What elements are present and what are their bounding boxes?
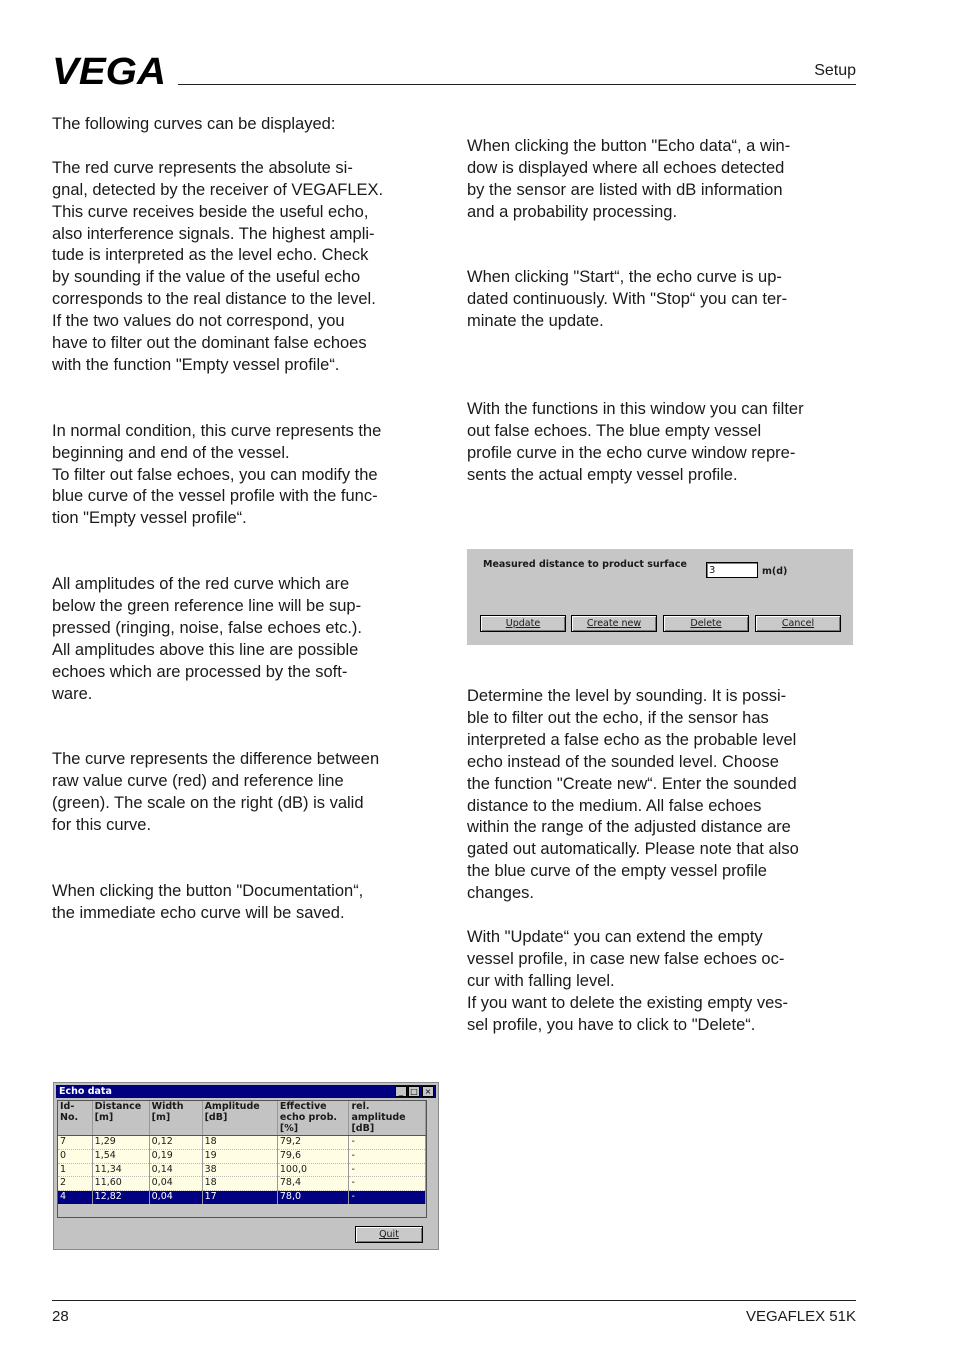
column-header: Amplitude [dB] xyxy=(202,1101,277,1136)
table-cell: 78,4 xyxy=(277,1177,349,1191)
table-row[interactable] xyxy=(58,1163,426,1177)
text-line xyxy=(467,355,857,377)
table-cell: 18 xyxy=(202,1136,277,1150)
text-line: dated continuously. With "Stop“ you can ter- xyxy=(467,290,788,309)
text-line: When clicking the button "Documentation“, xyxy=(52,881,364,900)
text-line: ware. xyxy=(52,684,93,703)
table-cell: 4 xyxy=(58,1191,92,1205)
product-name: VEGAFLEX 51K xyxy=(745,1308,856,1325)
text-line: With "Update“ you can extend the empty xyxy=(467,927,763,946)
text-line: corresponds to the real distance to the level. xyxy=(52,290,376,309)
table-cell: 100,0 xyxy=(277,1163,349,1177)
text-line: All amplitudes above this line are possible xyxy=(52,640,359,659)
text-line: have to filter out the dominant false echoes xyxy=(52,334,367,353)
delete-button[interactable]: Delete xyxy=(663,615,749,632)
table-cell: - xyxy=(349,1149,426,1163)
table-cell: - xyxy=(349,1191,426,1205)
text-line: All amplitudes of the red curve which are xyxy=(52,575,350,594)
text-line xyxy=(467,333,857,355)
title-bar xyxy=(56,1085,436,1098)
table-cell: 1,54 xyxy=(92,1149,149,1163)
table-cell: - xyxy=(349,1136,426,1150)
text-line: the immediate echo curve will be saved. xyxy=(52,903,345,922)
text-line: When clicking the button "Echo data“, a win- xyxy=(467,137,791,155)
text-line: The curve represents the difference between xyxy=(52,750,380,769)
text-line: echoes which are processed by the soft- xyxy=(52,662,348,681)
vega-logo xyxy=(52,54,168,86)
header-rule xyxy=(178,84,856,85)
table-row[interactable] xyxy=(58,1191,426,1205)
table-row[interactable] xyxy=(58,1136,426,1150)
minimize-icon[interactable]: _ xyxy=(395,1086,407,1097)
text-line: pressed (ringing, noise, false echoes etc.). xyxy=(52,618,362,637)
table-cell: 19 xyxy=(202,1149,277,1163)
text-line: tion "Empty vessel profile“. xyxy=(52,509,247,528)
table-cell: - xyxy=(349,1177,426,1191)
text-line: interpreted a false echo as the probable level xyxy=(467,730,797,749)
table-cell: 11,34 xyxy=(92,1163,149,1177)
text-line xyxy=(52,399,442,421)
text-line: out false echoes. The blue empty vessel xyxy=(467,421,762,440)
text-line: ble to filter out the echo, if the sensor has xyxy=(467,708,769,727)
text-line: the function "Create new“. Enter the sounded xyxy=(467,774,797,793)
text-line xyxy=(52,859,442,881)
text-line: This curve receives beside the useful echo, xyxy=(52,202,369,221)
quit-button[interactable]: Quit xyxy=(355,1226,423,1243)
table-cell: 79,6 xyxy=(277,1149,349,1163)
text-line xyxy=(467,905,857,927)
text-line: The red curve represents the absolute si- xyxy=(52,158,353,177)
text-line: sents the actual empty vessel profile. xyxy=(467,465,738,484)
text-line: In normal condition, this curve represents the xyxy=(52,421,382,440)
text-line xyxy=(52,530,442,552)
table-cell: 78,0 xyxy=(277,1191,349,1205)
text-line: changes. xyxy=(467,884,534,903)
text-line: within the range of the adjusted distance are xyxy=(467,818,791,837)
text-line xyxy=(52,136,442,158)
text-line: with the function "Empty vessel profile“. xyxy=(52,355,340,374)
distance-label: Measured distance to product surface xyxy=(483,559,687,570)
text-line: by sounding if the value of the useful echo xyxy=(52,268,361,287)
table-cell: 0,04 xyxy=(149,1191,202,1205)
text-line: If the two values do not correspond, you xyxy=(52,312,345,331)
text-line xyxy=(52,837,442,859)
cancel-button[interactable]: Cancel xyxy=(755,615,841,632)
table-cell: 38 xyxy=(202,1163,277,1177)
text-line: minate the update. xyxy=(467,312,604,331)
right-column-lower-text xyxy=(467,686,857,1037)
text-line: cur with falling level. xyxy=(467,971,615,990)
footer-rule xyxy=(52,1300,856,1301)
text-line xyxy=(467,246,857,268)
empty-vessel-profile-dialog xyxy=(467,549,853,645)
table-cell: 79,2 xyxy=(277,1136,349,1150)
text-line: below the green reference line will be sup- xyxy=(52,596,362,615)
text-line: by the sensor are listed with dB information xyxy=(467,180,783,199)
text-line xyxy=(467,224,857,246)
table-cell: - xyxy=(349,1163,426,1177)
text-line: and a probability processing. xyxy=(467,202,678,221)
table-cell: 0,19 xyxy=(149,1149,202,1163)
table-cell: 2 xyxy=(58,1177,92,1191)
column-header: Distance [m] xyxy=(92,1101,149,1136)
text-line: sel profile, you have to click to "Delete“. xyxy=(467,1015,756,1034)
table-cell: 12,82 xyxy=(92,1191,149,1205)
text-line: Determine the level by sounding. It is possi- xyxy=(467,687,787,705)
echo-table xyxy=(57,1100,427,1218)
table-cell: 1,29 xyxy=(92,1136,149,1150)
create-new-button[interactable]: Create new xyxy=(571,615,657,632)
text-line xyxy=(52,377,442,399)
text-line: dow is displayed where all echoes detected xyxy=(467,158,785,177)
column-header: rel. amplitude [dB] xyxy=(349,1101,426,1136)
table-cell: 0,04 xyxy=(149,1177,202,1191)
table-cell: 0 xyxy=(58,1149,92,1163)
update-button[interactable]: Update xyxy=(480,615,566,632)
text-line: echo instead of the sounded level. Choose xyxy=(467,752,779,771)
window-title: Echo data xyxy=(59,1086,112,1097)
text-line: tude is interpreted as the level echo. Check xyxy=(52,246,369,265)
text-line: also interference signals. The highest ampli- xyxy=(52,224,375,243)
text-line: (green). The scale on the right (dB) is valid xyxy=(52,794,364,813)
text-line: for this curve. xyxy=(52,816,152,834)
table-row[interactable] xyxy=(58,1149,426,1163)
text-line: blue curve of the vessel profile with the func- xyxy=(52,487,378,506)
maximize-icon[interactable]: □ xyxy=(408,1086,420,1097)
text-line: beginning and end of the vessel. xyxy=(52,443,290,462)
column-header: Effective echo prob. [%] xyxy=(277,1101,349,1136)
distance-unit: m(d) xyxy=(762,566,788,577)
column-header: Id-No. xyxy=(58,1101,92,1136)
table-row[interactable] xyxy=(58,1177,426,1191)
table-cell: 11,60 xyxy=(92,1177,149,1191)
text-line: The following curves can be displayed: xyxy=(52,115,336,133)
section-label: Setup xyxy=(814,62,856,79)
echo-data-window xyxy=(53,1082,439,1250)
column-header: Width [m] xyxy=(149,1101,202,1136)
text-line: vessel profile, in case new false echoes oc- xyxy=(467,949,785,968)
text-line xyxy=(52,727,442,749)
table-cell: 0,14 xyxy=(149,1163,202,1177)
text-line: the blue curve of the empty vessel profile xyxy=(467,862,767,881)
close-icon[interactable]: × xyxy=(422,1086,434,1097)
text-line: profile curve in the echo curve window repre- xyxy=(467,443,796,462)
svg-text:VEGA: VEGA xyxy=(52,54,166,86)
text-line: When clicking "Start“, the echo curve is up- xyxy=(467,268,782,287)
text-line: gnal, detected by the receiver of VEGAFLEX. xyxy=(52,180,384,199)
table-cell: 7 xyxy=(58,1136,92,1150)
text-line: To filter out false echoes, you can modify the xyxy=(52,465,378,484)
text-line: raw value curve (red) and reference line xyxy=(52,772,344,791)
text-line: gated out automatically. Please note that also xyxy=(467,840,799,859)
table-cell: 17 xyxy=(202,1191,277,1205)
left-column-text xyxy=(52,114,442,925)
right-column-text xyxy=(467,136,857,487)
text-line xyxy=(52,705,442,727)
table-cell: 1 xyxy=(58,1163,92,1177)
text-line: distance to the medium. All false echoes xyxy=(467,796,762,815)
text-line: If you want to delete the existing empty ves- xyxy=(467,993,789,1012)
distance-input[interactable]: 3 xyxy=(706,562,758,578)
text-line: With the functions in this window you can filter xyxy=(467,399,804,418)
table-cell: 0,12 xyxy=(149,1136,202,1150)
text-line xyxy=(467,377,857,399)
table-cell: 18 xyxy=(202,1177,277,1191)
page-number: 28 xyxy=(52,1308,69,1325)
text-line xyxy=(52,552,442,574)
